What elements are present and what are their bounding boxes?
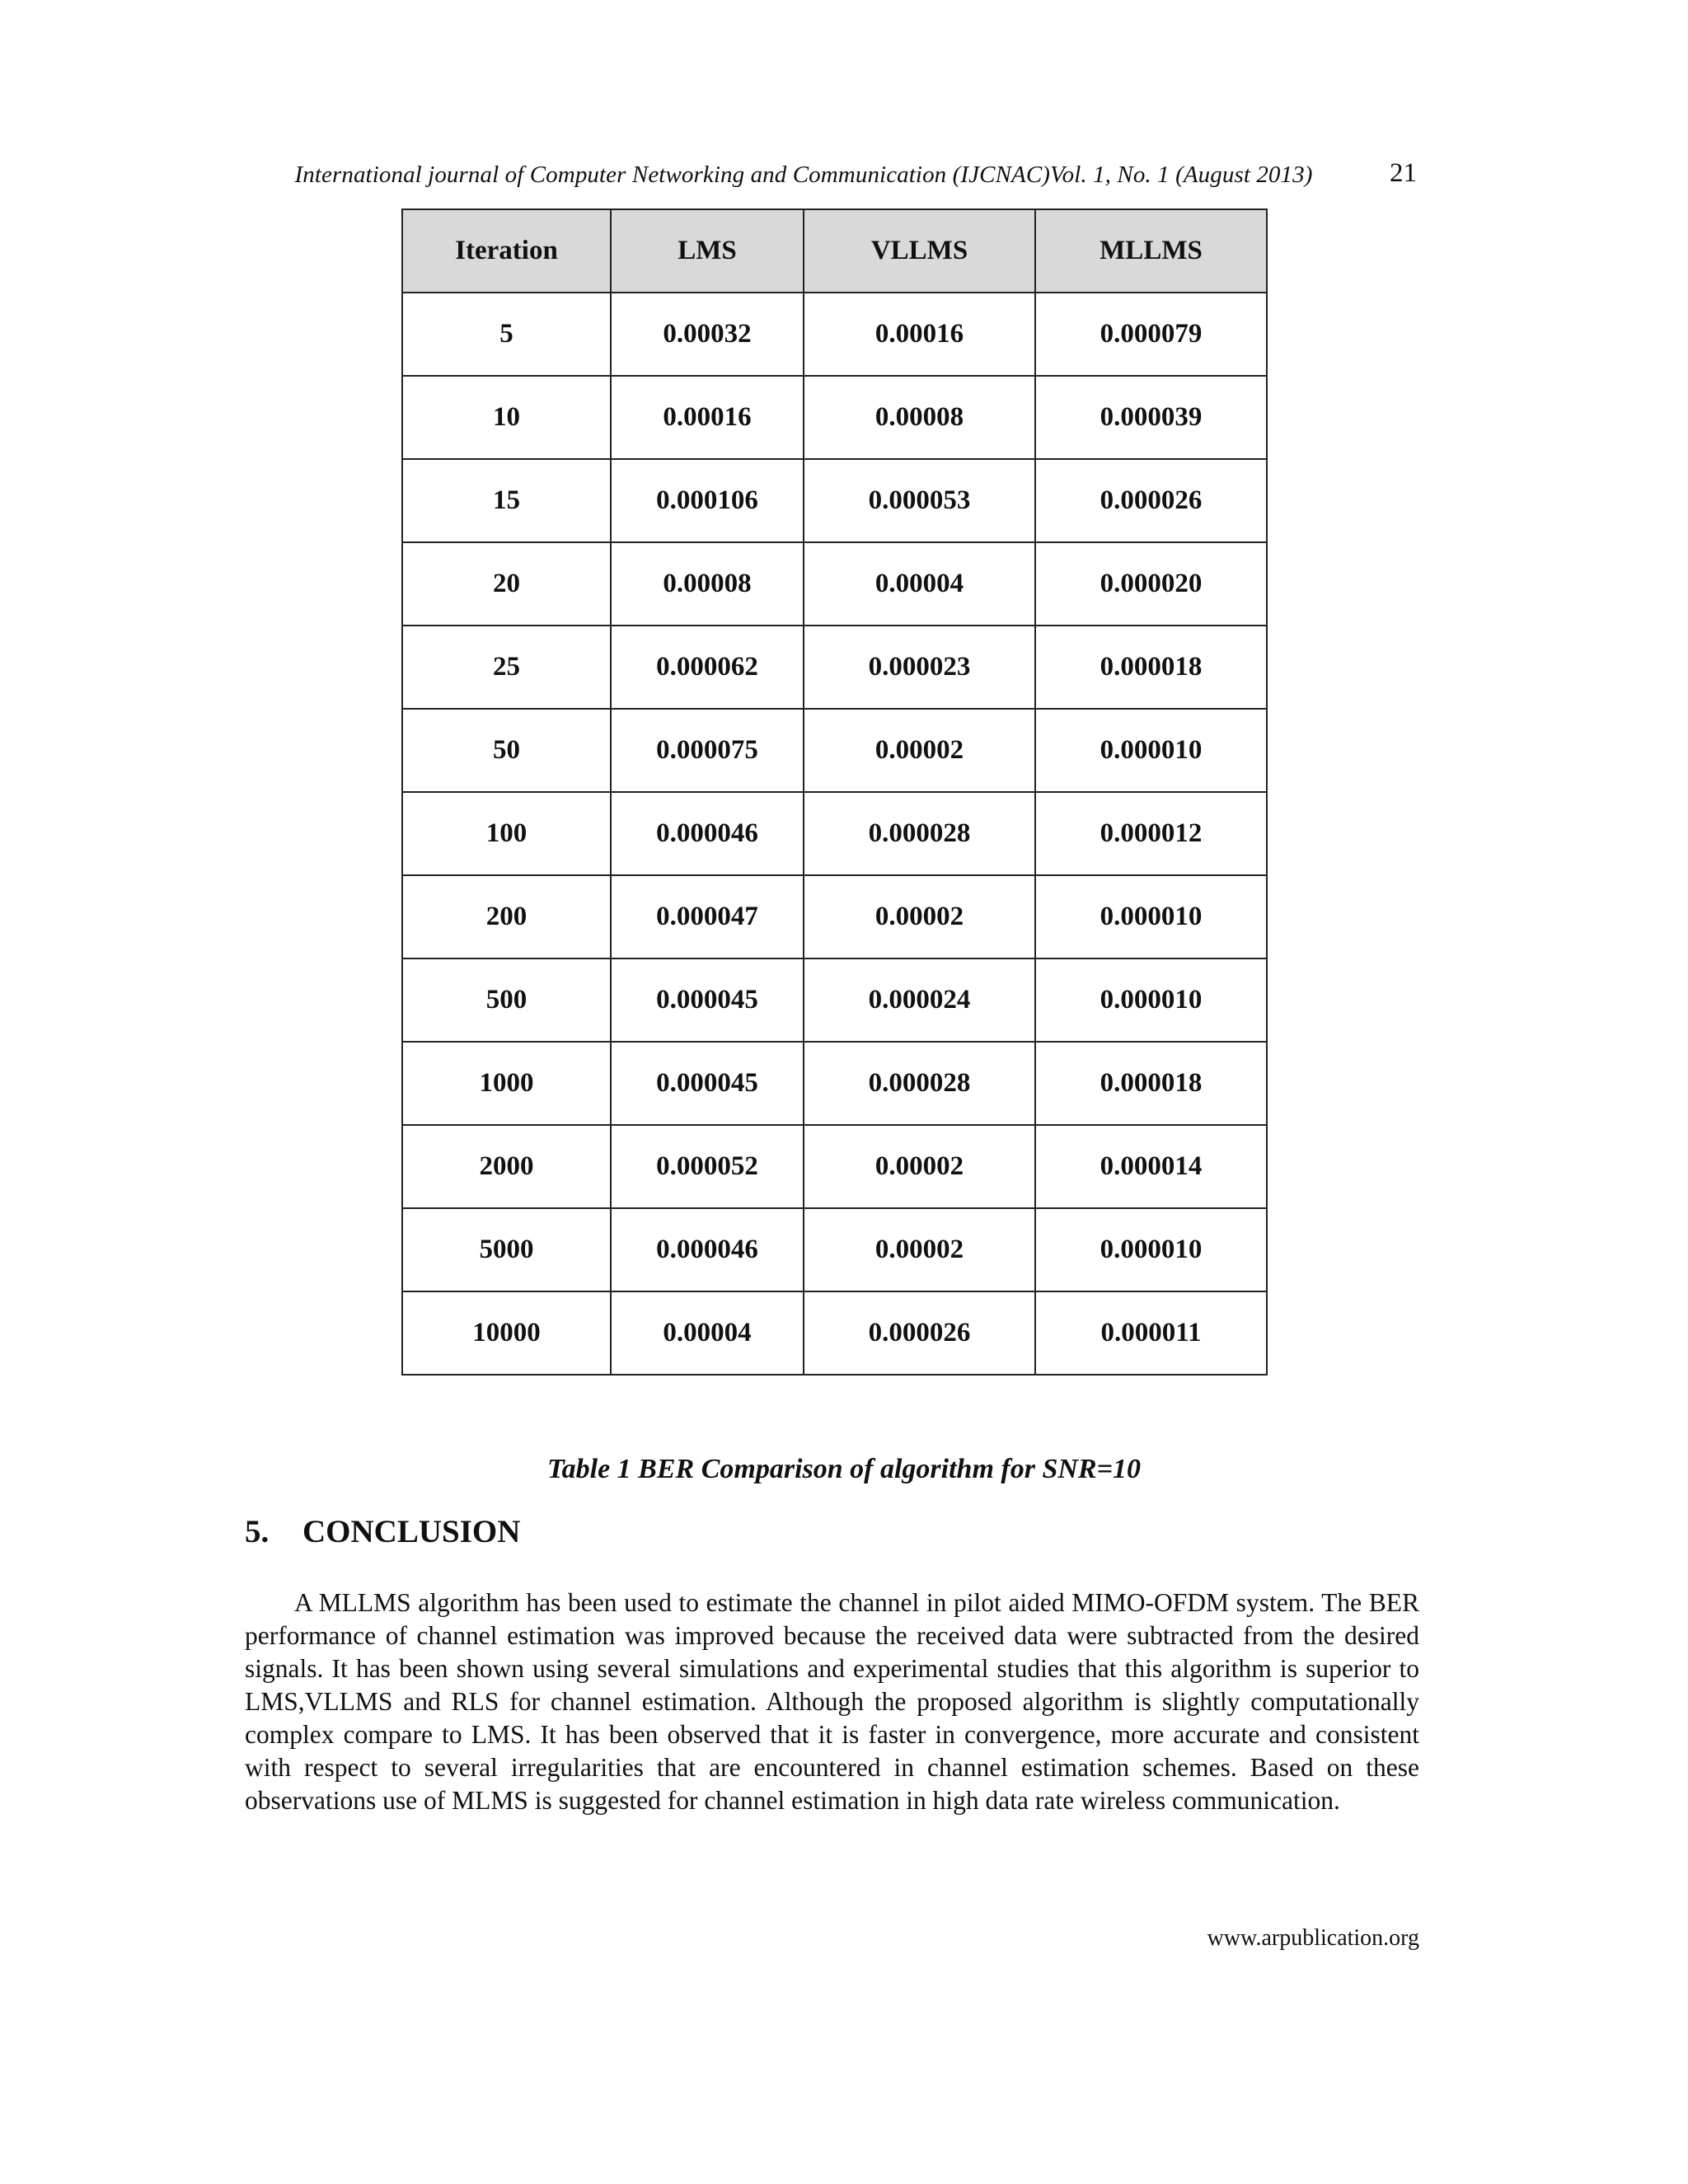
- table-cell: 0.000079: [1035, 293, 1267, 376]
- table-cell: 100: [402, 792, 611, 875]
- table-cell: 0.000020: [1035, 542, 1267, 626]
- table-cell: 0.000010: [1035, 875, 1267, 958]
- table-cell: 0.000028: [804, 1042, 1035, 1125]
- table-cell: 15: [402, 459, 611, 542]
- table-cell: 10000: [402, 1291, 611, 1375]
- table-cell: 5000: [402, 1208, 611, 1291]
- table-cell: 0.00016: [804, 293, 1035, 376]
- footer-url: www.arpublication.org: [1207, 1925, 1419, 1951]
- page-number: 21: [1390, 158, 1417, 188]
- section-number: 5.: [245, 1514, 270, 1549]
- table-cell: 50: [402, 709, 611, 792]
- table-cell: 0.00016: [611, 376, 804, 459]
- table-row: [402, 709, 1267, 792]
- table-row: [402, 1042, 1267, 1125]
- table-cell: 0.000028: [804, 792, 1035, 875]
- table-cell: 0.000018: [1035, 626, 1267, 709]
- table-cell: 0.000010: [1035, 709, 1267, 792]
- table-cell: 0.00002: [804, 709, 1035, 792]
- table-cell: 0.00008: [804, 376, 1035, 459]
- column-header: LMS: [611, 209, 804, 293]
- table-row: [402, 875, 1267, 958]
- table-cell: 0.000014: [1035, 1125, 1267, 1208]
- running-header: International journal of Computer Networking and Communication (IJCNAC)Vol. 1, No. 1 (August 2013): [294, 162, 1313, 188]
- table-row: [402, 1291, 1267, 1375]
- table-row: [402, 459, 1267, 542]
- column-header: MLLMS: [1035, 209, 1267, 293]
- table-cell: 0.000062: [611, 626, 804, 709]
- table-cell: 2000: [402, 1125, 611, 1208]
- table-cell: 0.00002: [804, 1208, 1035, 1291]
- table-cell: 10: [402, 376, 611, 459]
- table-cell: 0.000023: [804, 626, 1035, 709]
- table-cell: 0.000026: [1035, 459, 1267, 542]
- table-cell: 500: [402, 958, 611, 1042]
- table-cell: 0.000046: [611, 1208, 804, 1291]
- table-cell: 0.000024: [804, 958, 1035, 1042]
- table-cell: 0.000045: [611, 958, 804, 1042]
- table-cell: 5: [402, 293, 611, 376]
- table-cell: 0.000106: [611, 459, 804, 542]
- table-cell: 0.000010: [1035, 1208, 1267, 1291]
- table-cell: 0.00002: [804, 875, 1035, 958]
- table-cell: 0.000052: [611, 1125, 804, 1208]
- table-cell: 20: [402, 542, 611, 626]
- ber-comparison-table: [401, 209, 1268, 1376]
- table-cell: 200: [402, 875, 611, 958]
- table-row: [402, 1125, 1267, 1208]
- table-cell: 0.000010: [1035, 958, 1267, 1042]
- table-caption: Table 1 BER Comparison of algorithm for SNR=10: [547, 1454, 1141, 1484]
- section-heading: [245, 1513, 520, 1550]
- table-row: [402, 626, 1267, 709]
- table-cell: 0.000047: [611, 875, 804, 958]
- table-cell: 0.000046: [611, 792, 804, 875]
- table-row: [402, 293, 1267, 376]
- table-cell: 0.000012: [1035, 792, 1267, 875]
- table-cell: 0.000045: [611, 1042, 804, 1125]
- table-cell: 0.00004: [804, 542, 1035, 626]
- table-row: [402, 1208, 1267, 1291]
- table-cell: 0.000039: [1035, 376, 1267, 459]
- table-row: [402, 376, 1267, 459]
- table-cell: 0.000075: [611, 709, 804, 792]
- table-cell: 0.000053: [804, 459, 1035, 542]
- conclusion-paragraph: A MLLMS algorithm has been used to estimate the channel in pilot aided MIMO-OFDM system. The BER performance of channel estimation was improved because the received data were subtracted from the desired signals. It has been shown using several simulations and experimental studies that this algorithm is superior to LMS,VLLMS and RLS for channel estimation. Although the proposed algorithm is slightly computationally complex compare to LMS. It has been observed that it is faster in convergence, more accurate and consistent with respect to several irregularities that are encountered in channel estimation schemes. Based on these observations use of MLMS is suggested for channel estimation in high data rate wireless communication.: [245, 1588, 1419, 1815]
- table-cell: 1000: [402, 1042, 611, 1125]
- column-header: VLLMS: [804, 209, 1035, 293]
- table-cell: 0.00002: [804, 1125, 1035, 1208]
- table-cell: 0.00008: [611, 542, 804, 626]
- table-cell: 0.000011: [1035, 1291, 1267, 1375]
- column-header: Iteration: [402, 209, 611, 293]
- table-cell: 0.000026: [804, 1291, 1035, 1375]
- table-row: [402, 792, 1267, 875]
- table-body: [402, 293, 1267, 1375]
- section-title: CONCLUSION: [302, 1514, 521, 1549]
- table-row: [402, 958, 1267, 1042]
- table-cell: 0.000018: [1035, 1042, 1267, 1125]
- table-row: [402, 542, 1267, 626]
- table-cell: 0.00032: [611, 293, 804, 376]
- table-cell: 0.00004: [611, 1291, 804, 1375]
- table-cell: 25: [402, 626, 611, 709]
- table-header-row: [402, 209, 1267, 293]
